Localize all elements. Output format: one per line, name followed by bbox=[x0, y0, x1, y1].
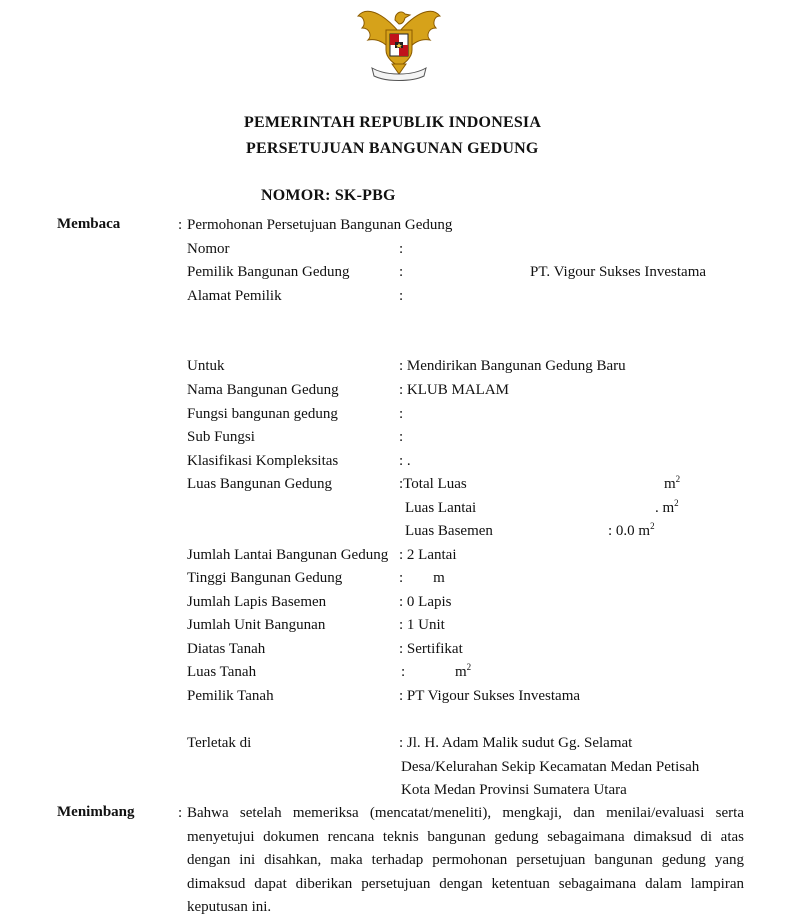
pemilik-tanah-value: : PT Vigour Sukses Investama bbox=[399, 688, 581, 704]
tinggi-value: : m bbox=[399, 570, 445, 586]
membaca-colon: : bbox=[178, 217, 183, 233]
header-title-line1: PEMERINTAH REPUBLIK INDONESIA bbox=[244, 114, 542, 131]
luas-lantai-unit: . $m^2$ bbox=[655, 498, 679, 516]
luas-bangunan-label: Luas Bangunan Gedung bbox=[187, 476, 332, 492]
menimbang-line2: menyetujui dokumen rencana teknis bangunan gedung sebagaimana dimaksud di atas bbox=[187, 829, 744, 845]
terletak-line3: Kota Medan Provinsi Sumatera Utara bbox=[401, 782, 627, 798]
menimbang-label: Menimbang bbox=[57, 804, 135, 820]
terletak-line2: Desa/Kelurahan Sekip Kecamatan Medan Petisah bbox=[401, 759, 700, 775]
luas-tanah-label: Luas Tanah bbox=[187, 664, 257, 680]
menimbang-line5: keputusan ini. bbox=[187, 899, 272, 915]
untuk-label: Untuk bbox=[187, 358, 225, 374]
nama-bangunan-value: : KLUB MALAM bbox=[399, 382, 510, 398]
luas-basemen-label: Luas Basemen bbox=[405, 523, 493, 539]
nomor-label: Nomor bbox=[187, 241, 230, 257]
garuda-emblem-icon bbox=[352, 2, 446, 86]
luas-basemen-value: : 0.0 $m^2$ bbox=[608, 521, 655, 539]
lapis-basemen-value: : 0 Lapis bbox=[399, 594, 452, 610]
menimbang-line3: dengan ini disahkan, maka terhadap permohonan persetujuan bangunan gedung yang bbox=[187, 852, 744, 868]
unit-bangunan-value: : 1 Unit bbox=[399, 617, 445, 633]
pemilik-bangunan-sep: : bbox=[399, 264, 404, 280]
membaca-label: Membaca bbox=[57, 216, 121, 232]
luas-lantai-label: Luas Lantai bbox=[405, 500, 477, 516]
total-luas-label: :Total Luas bbox=[399, 476, 467, 492]
nomor-sep: : bbox=[399, 241, 404, 257]
diatas-tanah-label: Diatas Tanah bbox=[187, 641, 266, 657]
tinggi-label: Tinggi Bangunan Gedung bbox=[187, 570, 343, 586]
fungsi-label: Fungsi bangunan gedung bbox=[187, 406, 338, 422]
jumlah-lantai-label: Jumlah Lantai Bangunan Gedung bbox=[187, 547, 389, 563]
terletak-line1: : Jl. H. Adam Malik sudut Gg. Selamat bbox=[399, 735, 633, 751]
document-number: NOMOR: SK-PBG bbox=[261, 187, 396, 204]
header-title-line2: PERSETUJUAN BANGUNAN GEDUNG bbox=[246, 140, 539, 157]
jumlah-lantai-value: : 2 Lantai bbox=[399, 547, 457, 563]
total-luas-unit: $m^2$ bbox=[664, 474, 681, 492]
luas-tanah-sep: : bbox=[401, 664, 406, 680]
fungsi-value: : bbox=[399, 406, 404, 422]
nama-bangunan-label: Nama Bangunan Gedung bbox=[187, 382, 339, 398]
klasifikasi-value: : . bbox=[399, 453, 411, 469]
diatas-tanah-value: : Sertifikat bbox=[399, 641, 463, 657]
luas-tanah-unit: $m^2$ bbox=[455, 662, 472, 680]
klasifikasi-label: Klasifikasi Kompleksitas bbox=[187, 453, 339, 469]
alamat-pemilik-label: Alamat Pemilik bbox=[187, 288, 282, 304]
lapis-basemen-label: Jumlah Lapis Basemen bbox=[187, 594, 327, 610]
menimbang-colon: : bbox=[178, 805, 183, 821]
alamat-pemilik-sep: : bbox=[399, 288, 404, 304]
pemilik-tanah-label: Pemilik Tanah bbox=[187, 688, 274, 704]
terletak-label: Terletak di bbox=[187, 735, 252, 751]
unit-bangunan-label: Jumlah Unit Bangunan bbox=[187, 617, 326, 633]
menimbang-line4: dimaksud dapat diberikan persetujuan dengan ketentuan sebagaimana dalam lampiran bbox=[187, 876, 744, 892]
menimbang-line1: Bahwa setelah memeriksa (mencatat/meneliti), mengkaji, dan menilai/evaluasi serta bbox=[187, 805, 744, 821]
sub-fungsi-value: : bbox=[399, 429, 404, 445]
sub-fungsi-label: Sub Fungsi bbox=[187, 429, 255, 445]
pemilik-bangunan-value: PT. Vigour Sukses Investama bbox=[530, 264, 707, 280]
membaca-intro: Permohonan Persetujuan Bangunan Gedung bbox=[187, 217, 453, 233]
pemilik-bangunan-label: Pemilik Bangunan Gedung bbox=[187, 264, 350, 280]
untuk-value: : Mendirikan Bangunan Gedung Baru bbox=[399, 358, 626, 374]
